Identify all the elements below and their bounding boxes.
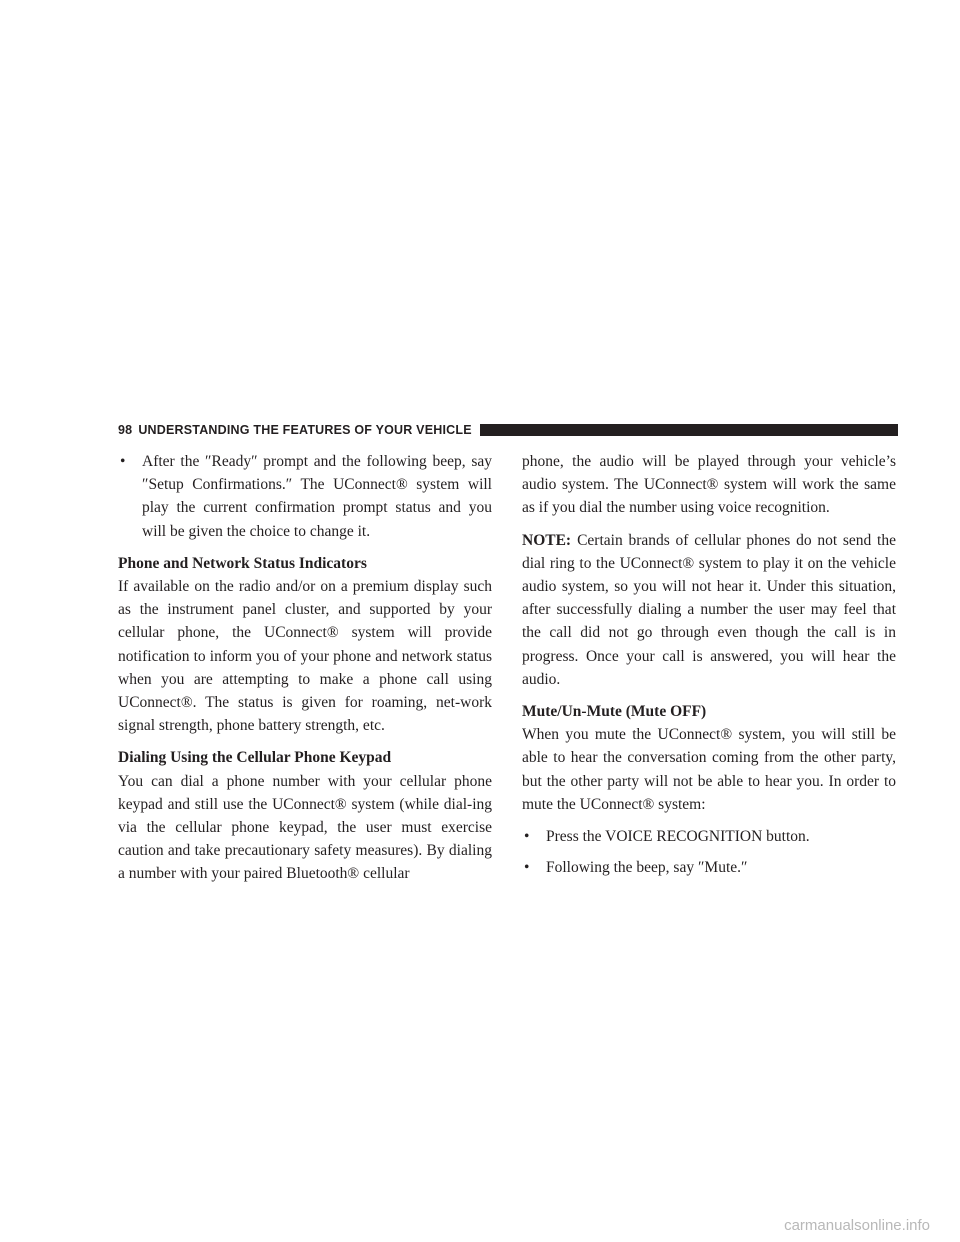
watermark-logo: carmanualsonline.info [784,1217,930,1234]
header-rule [480,424,898,436]
list-item [522,856,896,879]
bullet-text: After the ″Ready″ prompt and the following beep, say ″Setup Confirmations.″ The UConnect® system will play the current confirmation prompt status and you will be given the choice to change it. [142,453,492,540]
body-paragraph: If available on the radio and/or on a premium display such as the instrument panel cluster, and supported by your cellular phone, the UConnect® system will provide notification to inform you of your phone and network status when you are attempting to make a phone call using UConnect®. The status is given for roaming, net-work signal strength, phone battery strength, etc. [118,578,492,735]
list-item [522,825,896,848]
page-header [118,422,898,438]
section-heading: Phone and Network Status Indicators [118,554,367,572]
body-paragraph: You can dial a phone number with your cellular phone keypad and still use the UConnect® system (while dial-ing via the cellular phone keypad, the user must exercise caution and take precautionary safety measures). By dialing a number with your paired Bluetooth® cellular [118,772,492,883]
note-paragraph [522,529,896,691]
bullet-icon: • [524,828,530,846]
page-number: 98 [118,423,133,437]
bullet-icon: • [120,453,126,470]
note-label: NOTE: [522,531,572,549]
section-heading: Mute/Un-Mute (Mute OFF) [522,703,707,721]
bullet-text: Following the beep, say ″Mute.″ [546,859,748,877]
section-title: UNDERSTANDING THE FEATURES OF YOUR VEHICLE [138,423,472,437]
left-column [118,450,492,886]
section-heading: Dialing Using the Cellular Phone Keypad [118,749,392,767]
note-text: Certain brands of cellular phones do not send the dial ring to the UConnect® system to play it on the vehicle audio system, so you will not hear it. Under this situation, after successfully dialing a number the user may feel that the call did not go through even though the call is in progress. Once your call is answered, you will hear the audio. [522,531,896,688]
right-column [522,450,896,887]
list-item [118,450,492,543]
bullet-icon: • [524,859,530,877]
bullet-text: Press the VOICE RECOGNITION button. [546,828,810,846]
body-paragraph: phone, the audio will be played through your vehicle’s audio system. The UConnect® system will work the same as if you dial the number using voice recognition. [522,453,896,517]
body-paragraph: When you mute the UConnect® system, you will still be able to hear the conversation coming from the other party, but the other party will not be able to hear you. In order to mute the UConnect® system: [522,726,896,813]
